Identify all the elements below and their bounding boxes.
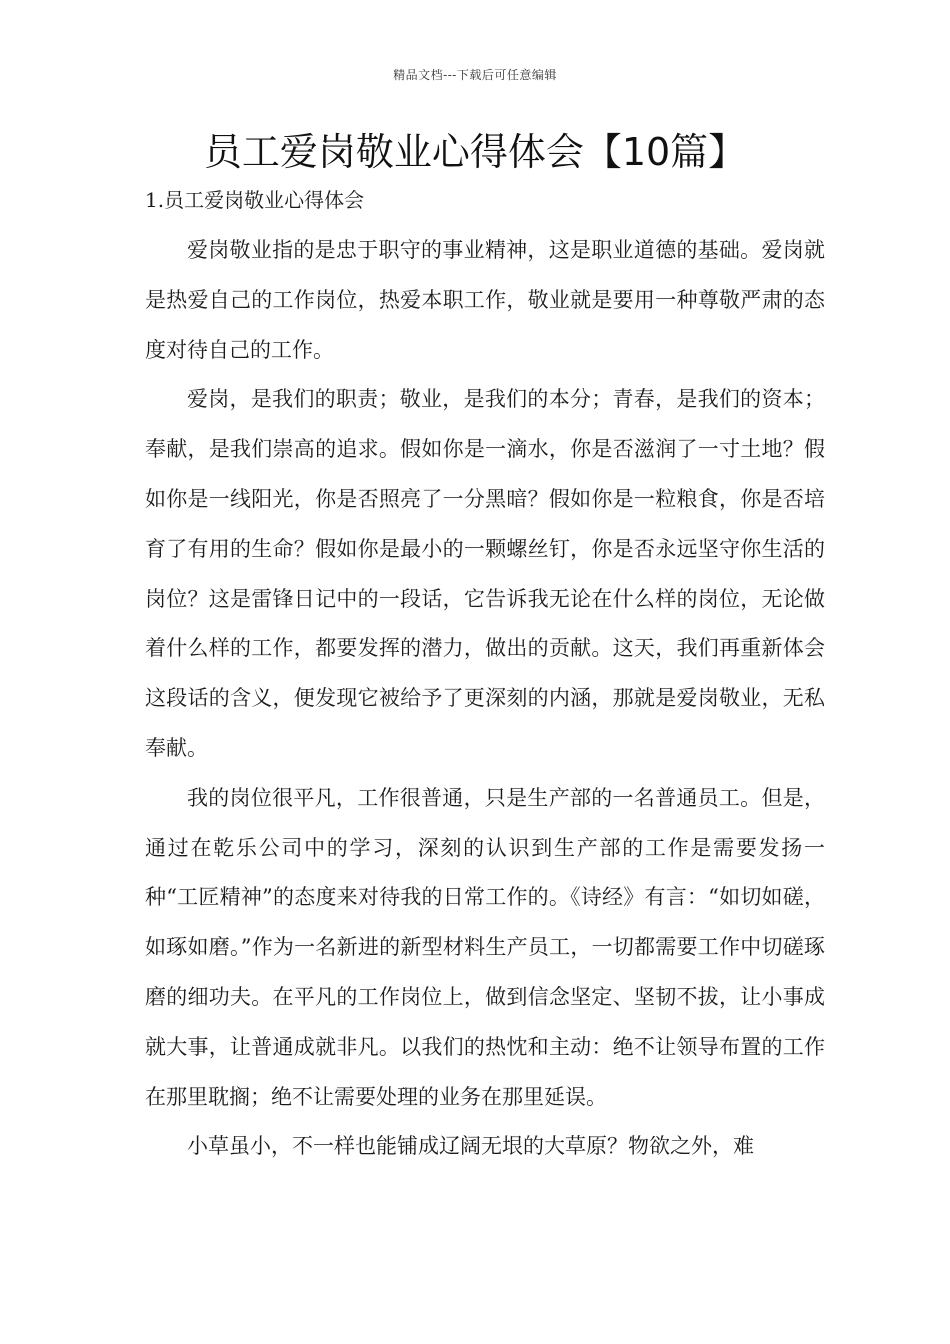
document-title: 员工爱岗敬业心得体会【10篇】 xyxy=(203,130,747,174)
paragraph-3: 我的岗位很平凡，工作很普通，只是生产部的一名普通员工。但是，通过在乾乐公司中的学习，深刻的认识到生产部的工作是需要发扬一种“工匠精神”的态度来对待我的日常工作的。《诗经》有言：“如切如磋，如琢如磨。”作为一名新进的新型材料生产员工，一切都需要工作中切磋琢磨的细功夫。在平凡的工作岗位上，做到信念坚定、坚韧不拔，让小事成就大事，让普通成就非凡。以我们的热忱和主动：绝不让领导布置的工作在那里耽搁；绝不让需要处理的业务在那里延误。 xyxy=(145,785,825,1109)
section-heading: 1.员工爱岗敬业心得体会 xyxy=(145,188,365,212)
paragraph-2: 爱岗，是我们的职责；敬业，是我们的本分；青春，是我们的资本；奉献，是我们崇高的追求。假如你是一滴水，你是否滋润了一寸土地？假如你是一线阳光，你是否照亮了一分黑暗？假如你是一粒粮食，你是否培育了有用的生命？假如你是最小的一颗螺丝钉，你是否永远坚守你生活的岗位？这是雷锋日记中的一段话，它告诉我无论在什么样的岗位，无论做着什么样的工作，都要发挥的潜力，做出的贡献。这天，我们再重新体会这段话的含义，便发现它被给予了更深刻的内涵，那就是爱岗敬业，无私奉献。 xyxy=(145,387,825,760)
paragraph-1: 爱岗敬业指的是忠于职守的事业精神，这是职业道德的基础。爱岗就是热爱自己的工作岗位，热爱本职工作，敬业就是要用一种尊敬严肃的态度对待自己的工作。 xyxy=(145,238,825,362)
paragraph-4: 小草虽小，不一样也能铺成辽阔无垠的大草原？物欲之外，难 xyxy=(187,1134,754,1159)
body-text xyxy=(145,226,825,1172)
page-header: 精品文档---下载后可任意编辑 xyxy=(393,68,557,82)
